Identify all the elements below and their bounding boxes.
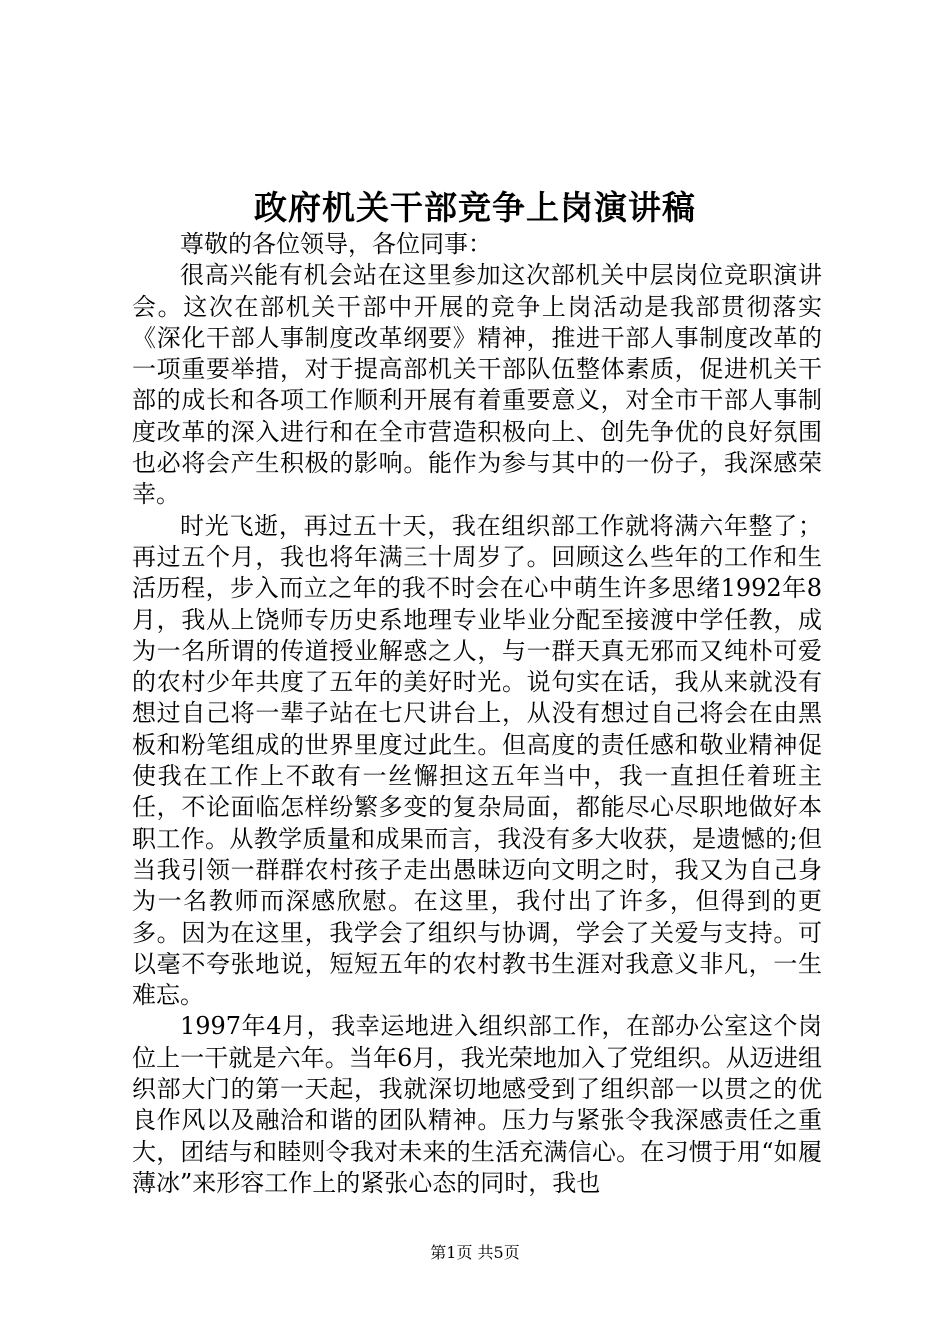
- document-title: 政府机关干部竞争上岗演讲稿: [254, 188, 696, 227]
- body-paragraph: 很高兴能有机会站在这里参加这次部机关中层岗位竞职演讲会。这次在部机关干部中开展的竞争上岗活动是我部贯彻落实《深化干部人事制度改革纲要》精神，推进干部人事制度改革的一项重要举措，对于提高部机关干部队伍整体素质，促进机关干部的成长和各项工作顺利开展有着重要意义，对全市干部人事制度改革的深入进行和在全市营造积极向上、创先争优的良好氛围也必将会产生积极的影响。能作为参与其中的一份子，我深感荣幸。: [132, 261, 822, 509]
- document-body: [132, 229, 822, 1199]
- salutation-paragraph: 尊敬的各位领导，各位同事：: [180, 230, 492, 258]
- page-footer: 第1页 共5页: [430, 1243, 520, 1262]
- body-paragraph: 时光飞逝，再过五十天，我在组织部工作就将满六年整了；再过五个月，我也将年满三十周岁了。回顾这么些年的工作和生活历程，步入而立之年的我不时会在心中萌生许多思绪1992年8月，我从上饶师专历史系地理专业毕业分配至接渡中学任教，成为一名所谓的传道授业解惑之人，与一群天真无邪而又纯朴可爱的农村少年共度了五年的美好时光。说句实在话，我从来就没有想过自己将一辈子站在七尺讲台上，从没有想过自己将会在由黑板和粉笔组成的世界里度过此生。但高度的责任感和敬业精神促使我在工作上不敢有一丝懈担这五年当中，我一直担任着班主任，不论面临怎样纷繁多变的复杂局面，都能尽心尽职地做好本职工作。从教学质量和成果而言，我没有多大收获，是遗憾的;但当我引领一群群农村孩子走出愚昧迈向文明之时，我又为自己身为一名教师而深感欣慰。在这里，我付出了许多，但得到的更多。因为在这里，我学会了组织与协调，学会了关爱与支持。可以毫不夸张地说，短短五年的农村教书生涯对我意义非凡，一生难忘。: [132, 511, 822, 1010]
- body-paragraph: 1997年4月，我幸运地进入组织部工作，在部办公室这个岗位上一干就是六年。当年6月，我光荣地加入了党组织。从迈进组织部大门的第一天起，我就深切地感受到了组织部一以贯之的优良作风以及融洽和谐的团队精神。压力与紧张令我深感责任之重大，团结与和睦则令我对未来的生活充满信心。在习惯于用“如履薄冰”来形容工作上的紧张心态的同时，我也: [132, 1012, 822, 1197]
